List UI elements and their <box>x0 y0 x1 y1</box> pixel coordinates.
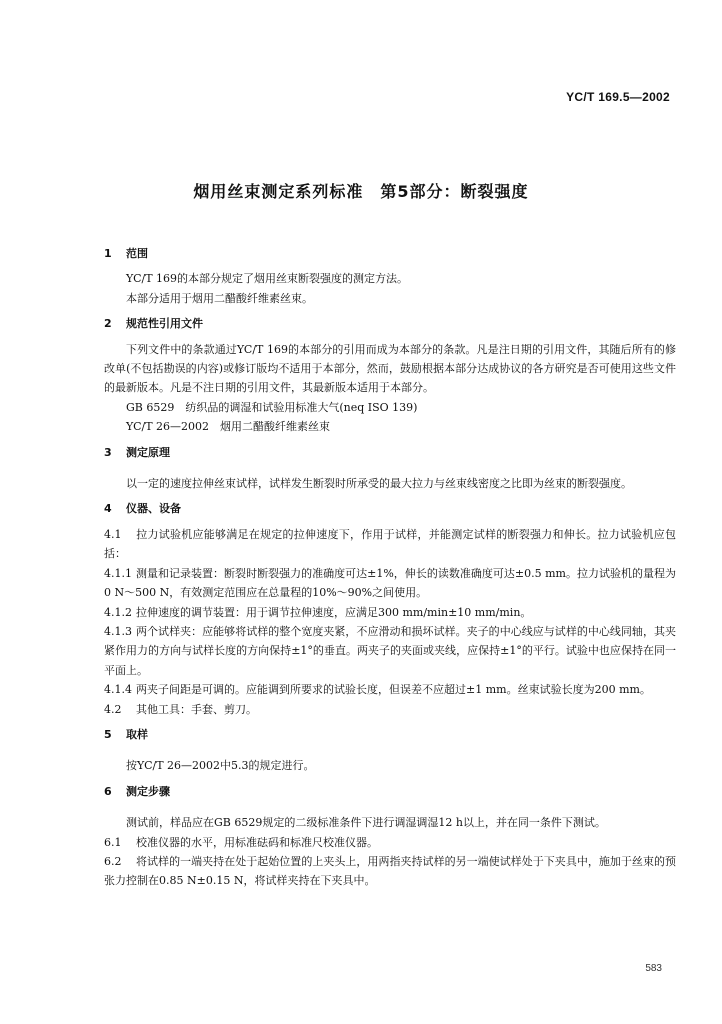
clause-number: 4.1.1 <box>104 566 132 580</box>
section-title: 测定原理 <box>126 445 170 459</box>
paragraph: 下列文件中的条款通过YC/T 169的本部分的引用而成为本部分的条款。凡是注日期的引用文件，其随后所有的修改单(不包括勘误的内容)或修订版均不适用于本部分，然而，鼓励根据本部分达成协议的各方研究是否可使用这些文件的最新版本。凡是不注日期的引用文件，其最新版本适用于本部分。 <box>104 342 676 395</box>
clause-number: 6.2 <box>104 854 122 868</box>
clause <box>104 564 676 603</box>
section-number: 3 <box>104 445 112 459</box>
clause-text: 将试样的一端夹持在处于起始位置的上夹头上，用两指夹持试样的另一端使试样处于下夹具中，施加于丝束的预张力控制在0.85 N±0.15 N，将试样夹持在下夹具中。 <box>104 854 676 888</box>
clause-text: 测量和记录装置：断裂时断裂强力的准确度可达±1%，伸长的读数准确度可达±0.5 mm。拉力试验机的量程为0 N～500 N，有效测定范围应在总量程的10%～90%之间使用。 <box>104 566 676 600</box>
section-title: 取样 <box>126 727 148 741</box>
section-number: 4 <box>104 502 112 516</box>
section-title: 测定步骤 <box>126 784 170 798</box>
clause <box>104 525 676 564</box>
clause <box>104 603 676 622</box>
section-number: 6 <box>104 784 112 798</box>
clause <box>104 700 676 719</box>
paragraph: 以一定的速度拉伸丝束试样，试样发生断裂时所承受的最大拉力与丝束线密度之比即为丝束的断裂强度。 <box>126 477 632 491</box>
section-number: 2 <box>104 317 112 331</box>
section-title: 范围 <box>126 247 148 260</box>
clause <box>104 622 676 680</box>
clause-text: 其他工具：手套、剪刀。 <box>136 702 257 716</box>
clause-text: 校准仪器的水平，用标准砝码和标准尺校准仪器。 <box>136 835 378 849</box>
clause-text: 拉力试验机应能够满足在规定的拉伸速度下，作用于试样，并能测定试样的断裂强力和伸长。拉力试验机应包括： <box>104 527 676 561</box>
clause-number: 6.1 <box>104 835 122 849</box>
clause-text: 两夹子间距是可调的。应能调到所要求的试验长度，但误差不应超过±1 mm。丝束试验长度为200 mm。 <box>136 683 651 697</box>
clause-number: 4.1.3 <box>104 624 132 638</box>
paragraph: 测试前，样品应在GB 6529规定的二级标准条件下进行调湿调湿12 h以上，并在同一条件下测试。 <box>126 816 606 830</box>
page-number: 583 <box>645 963 662 974</box>
standard-number: YC/T 169.5—2002 <box>566 90 670 104</box>
paragraph: 本部分适用于烟用二醋酸纤维素丝束。 <box>126 291 313 305</box>
reference-item: YC/T 26—2002 烟用二醋酸纤维素丝束 <box>126 420 331 434</box>
section-heading-apparatus <box>104 499 676 518</box>
clause-text: 拉伸速度的调节装置：用于调节拉伸速度，应满足300 mm/min±10 mm/min。 <box>136 605 532 619</box>
clause <box>104 680 676 699</box>
section-heading-principle <box>104 443 676 462</box>
section-title: 仪器、设备 <box>126 502 181 516</box>
section-title: 规范性引用文件 <box>126 317 203 331</box>
clause <box>104 852 676 891</box>
clause-number: 4.1.2 <box>104 605 132 619</box>
section-heading-scope <box>104 244 676 263</box>
clause-number: 4.1 <box>104 527 122 541</box>
clause <box>104 833 676 852</box>
clause-number: 4.1.4 <box>104 683 132 697</box>
document-title: 烟用丝束测定系列标准 第5部分：断裂强度 <box>193 182 529 201</box>
section-heading-sampling <box>104 725 676 744</box>
section-number: 5 <box>104 727 112 741</box>
clause-text: 两个试样夹：应能够将试样的整个宽度夹紧，不应滑动和损坏试样。夹子的中心线应与试样的中心线同轴，其夹紧作用力的方向与试样长度的方向保持±1°的垂直。两夹子的夹面或夹线，应保持±1°的平行。试验中也应保持在同一平面上。 <box>104 624 676 677</box>
paragraph: 按YC/T 26—2002中5.3的规定进行。 <box>126 759 315 773</box>
section-heading-procedure <box>104 782 676 801</box>
reference-item: GB 6529 纺织品的调湿和试验用标准大气(neq ISO 139) <box>126 400 418 414</box>
clause-number: 4.2 <box>104 702 122 716</box>
document-body <box>104 244 676 891</box>
section-number: 1 <box>104 247 112 260</box>
paragraph: YC/T 169的本部分规定了烟用丝束断裂强度的测定方法。 <box>126 272 409 286</box>
section-heading-normative-references <box>104 314 676 333</box>
